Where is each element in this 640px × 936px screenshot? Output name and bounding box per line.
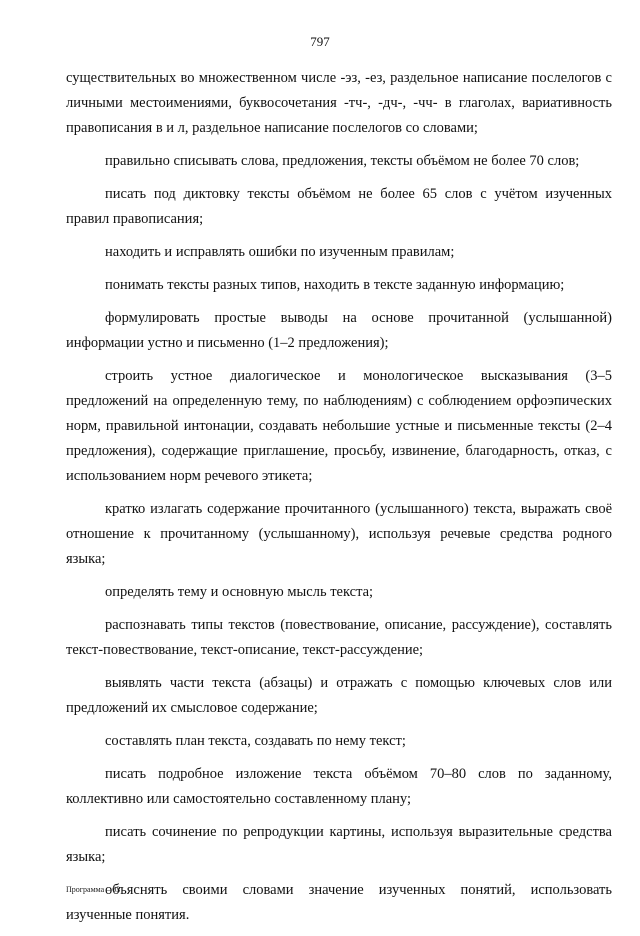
page-number: 797	[310, 34, 330, 49]
paragraph: формулировать простые выводы на основе прочитанной (услышанной) информации устно и письменно (1–2 предложения);	[66, 310, 612, 351]
paragraph: определять тему и основную мысль текста;	[105, 584, 374, 600]
paragraph: кратко излагать содержание прочитанного (услышанного) текста, выражать своё отношение к прочитанному (услышанному), используя речевые средства родного языка;	[66, 501, 612, 567]
paragraph: находить и исправлять ошибки по изученным правилам;	[105, 244, 455, 260]
document-body	[66, 66, 612, 936]
paragraph: правильно списывать слова, предложения, тексты объёмом не более 70 слов;	[105, 153, 580, 169]
paragraph: понимать тексты разных типов, находить в тексте заданную информацию;	[105, 277, 565, 293]
paragraph: строить устное диалогическое и монологическое высказывания (3–5 предложений на определенную тему, по наблюдениям) с соблюдением орфоэпических норм, правильной интонации, создавать небольшие устные и письменные тексты (2–4 предложения), содержащие приглашение, просьбу, извинение, благодарность, отказ, с использованием норм речевого этикета;	[66, 368, 612, 484]
paragraph: писать под диктовку тексты объёмом не более 65 слов с учётом изученных правил правописания;	[66, 186, 612, 227]
paragraph: выявлять части текста (абзацы) и отражать с помощью ключевых слов или предложений их смысловое содержание;	[66, 675, 612, 716]
paragraph: писать сочинение по репродукции картины, используя выразительные средства языка;	[66, 824, 612, 865]
paragraph: составлять план текста, создавать по нему текст;	[105, 733, 406, 749]
paragraph: распознавать типы текстов (повествование, описание, рассуждение), составлять текст-повествование, текст-описание, текст-рассуждение;	[66, 617, 612, 658]
footer-text: Программа – 03	[66, 885, 121, 894]
paragraph: существительных во множественном числе -эз, -ез, раздельное написание послелогов с личными местоимениями, буквосочетания -тч-, -дч-, -чч- в глаголах, вариативность правописания в и л, раздельное написание послелогов со словами;	[66, 70, 612, 136]
paragraph: писать подробное изложение текста объёмом 70–80 слов по заданному, коллективно или самостоятельно составленному плану;	[66, 766, 612, 807]
paragraph: объяснять своими словами значение изученных понятий, использовать изученные понятия.	[66, 882, 612, 923]
